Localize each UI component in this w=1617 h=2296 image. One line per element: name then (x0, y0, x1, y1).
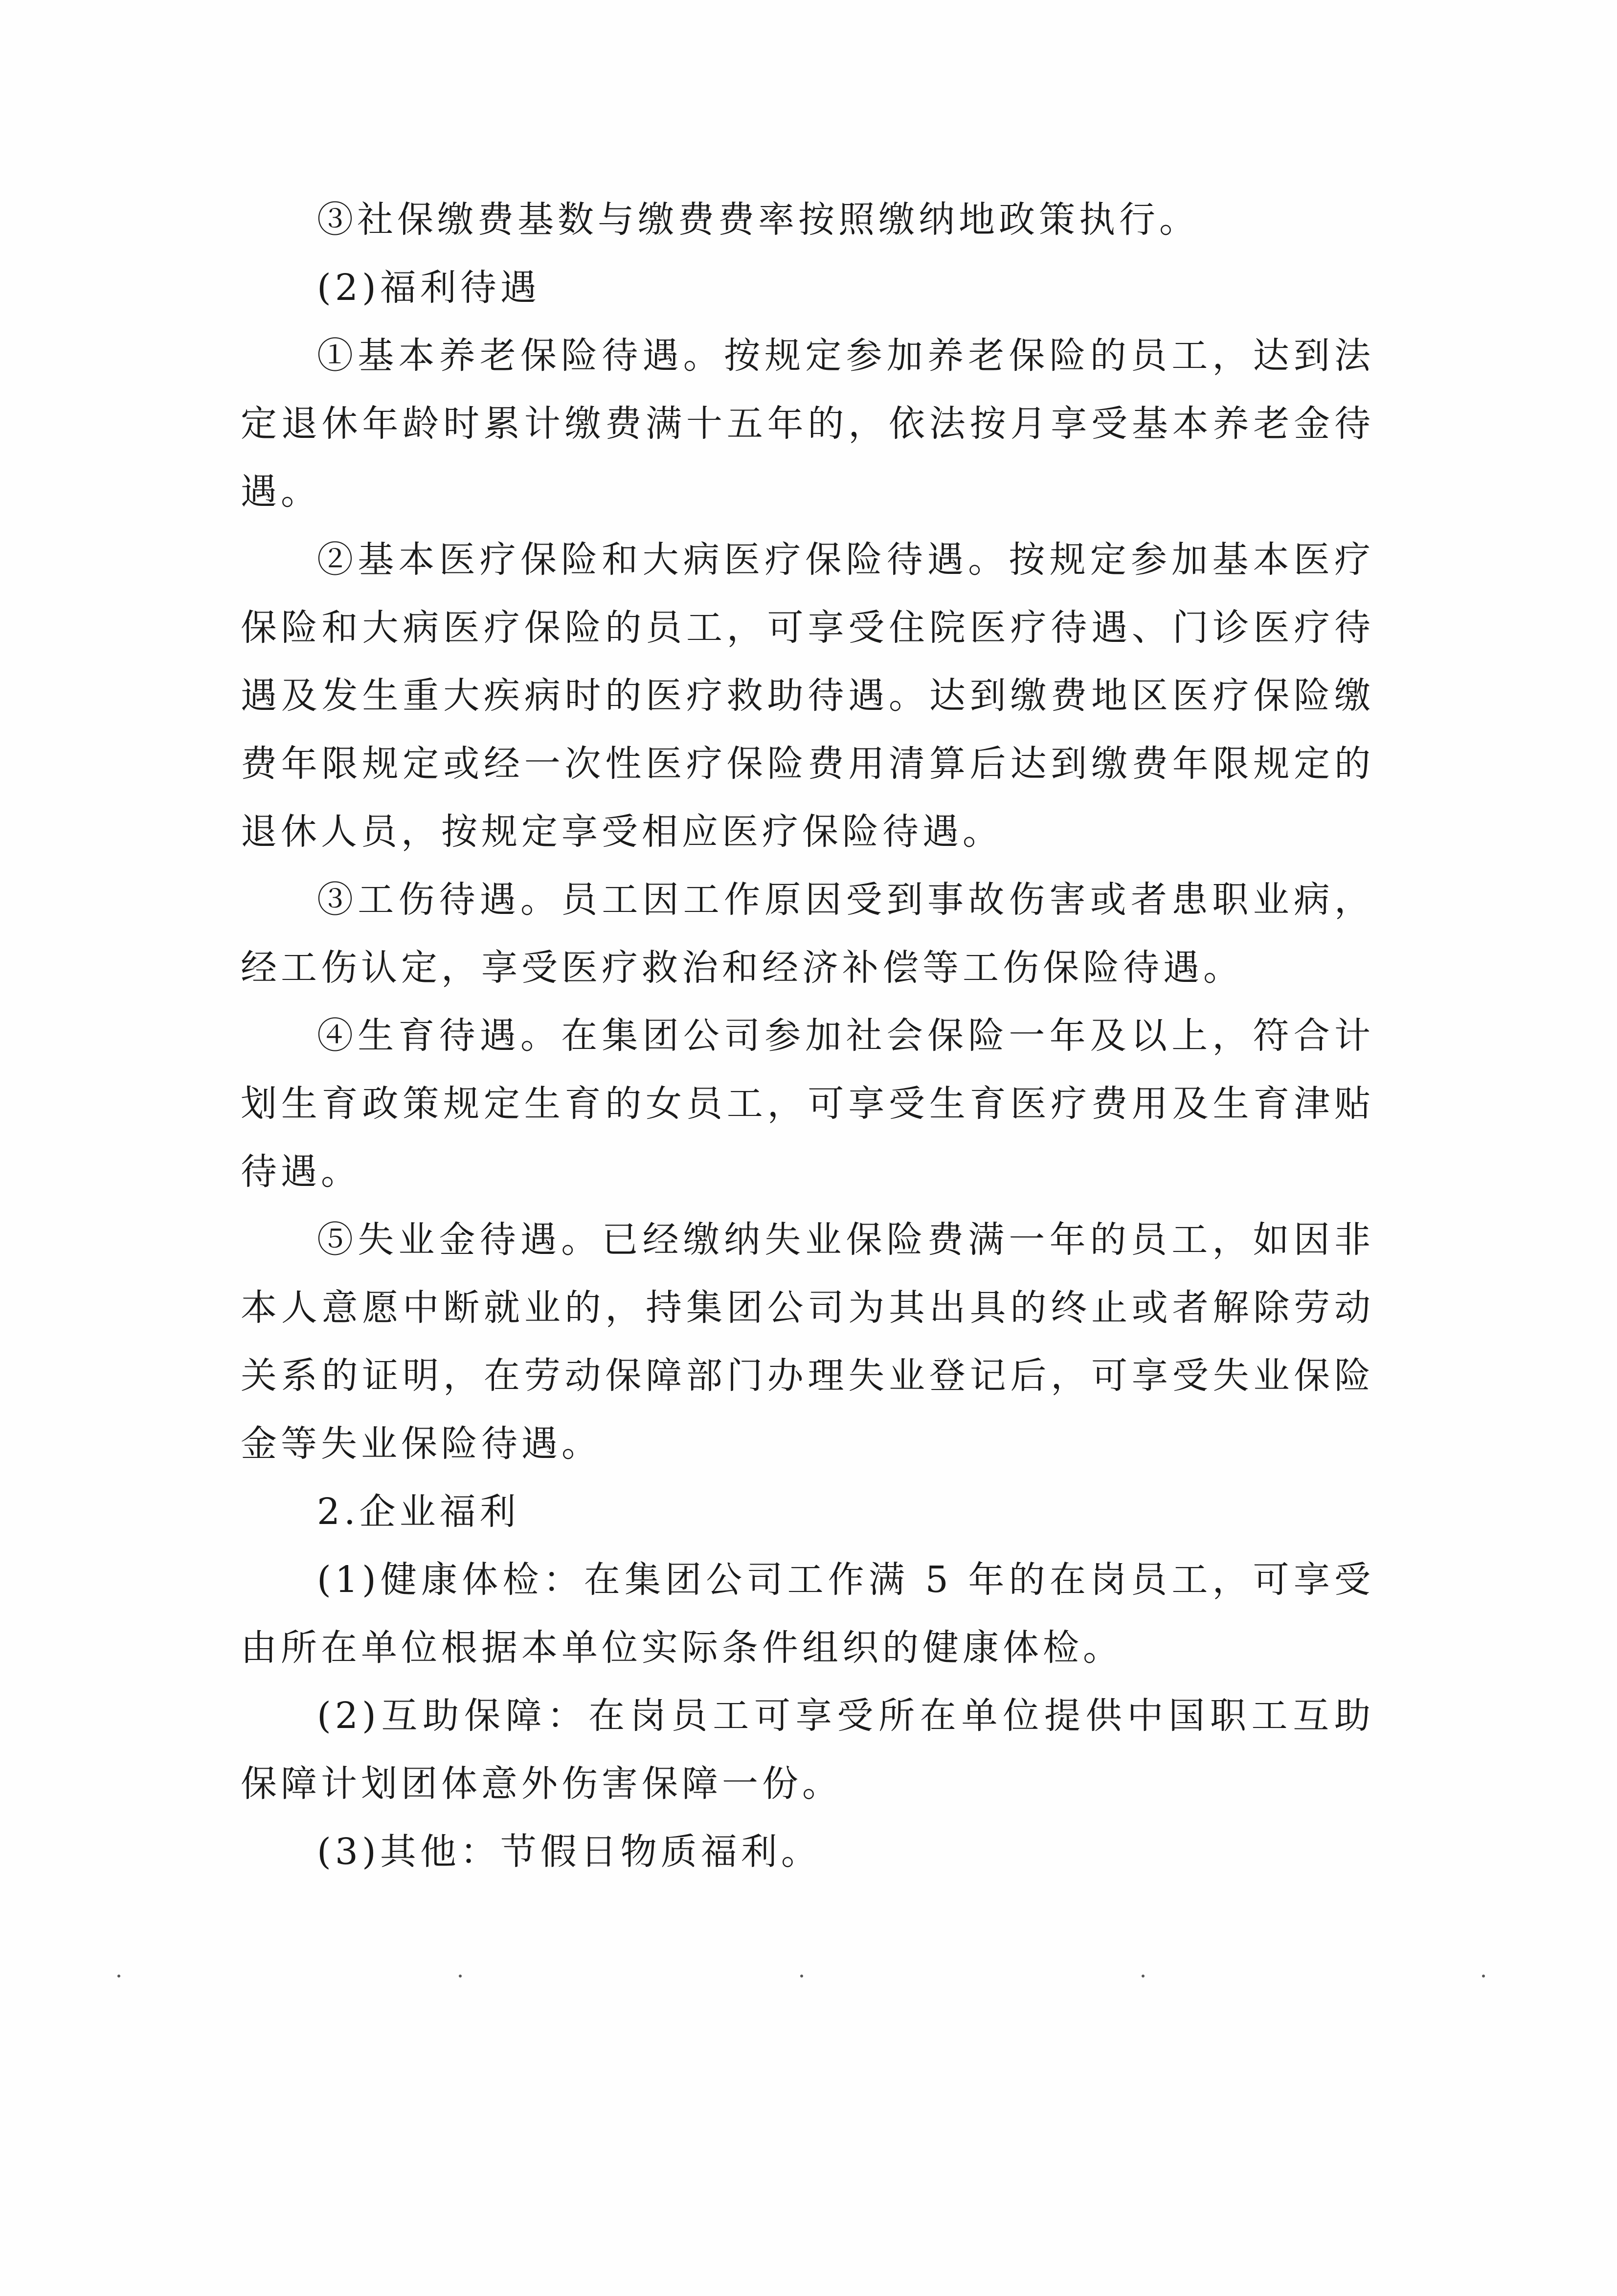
paragraph-medical: ②基本医疗保险和大病医疗保险待遇。按规定参加基本医疗保险和大病医疗保险的员工，可享受住院医疗待遇、门诊医疗待遇及发生重大疾病时的医疗救助待遇。达到缴费地区医疗保险缴费年限规定或经一次性医疗保险费用清算后达到缴费年限规定的退休人员，按规定享受相应医疗保险待遇。 (241, 539, 1374, 853)
paragraph-mutual-aid: (2)互助保障：在岗员工可享受所在单位提供中国职工互助保障计划团体意外伤害保障一份。 (241, 1695, 1374, 1805)
paragraph-unemployment: ⑤失业金待遇。已经缴纳失业保险费满一年的员工，如因非本人意愿中断就业的，持集团公司为其出具的终止或者解除劳动关系的证明，在劳动保障部门办理失业登记后，可享受失业保险金等失业保险待遇。 (241, 1219, 1374, 1465)
paragraph-other: (3)其他：节假日物质福利。 (317, 1831, 821, 1873)
scan-dot (1142, 1975, 1145, 1978)
scan-dot (1482, 1975, 1485, 1978)
paragraph-pension: ①基本养老保险待遇。按规定参加养老保险的员工，达到法定退休年龄时累计缴费满十五年的，依法按月享受基本养老金待遇。 (241, 335, 1374, 513)
paragraph-work-injury: ③工伤待遇。员工因工作原因受到事故伤害或者患职业病，经工伤认定，享受医疗救治和经济补偿等工伤保险待遇。 (241, 879, 1374, 989)
document-body (241, 186, 1374, 1886)
scan-dot (800, 1975, 803, 1978)
scan-dot (459, 1975, 462, 1978)
paragraph-maternity: ④生育待遇。在集团公司参加社会保险一年及以上，符合计划生育政策规定生育的女员工，可享受生育医疗费用及生育津贴待遇。 (241, 1015, 1374, 1193)
scan-dot (117, 1975, 120, 1978)
paragraph-health-checkup: (1)健康体检：在集团公司工作满 5 年的在岗员工，可享受由所在单位根据本单位实际条件组织的健康体检。 (241, 1559, 1374, 1669)
heading-enterprise-welfare: 2.企业福利 (317, 1491, 520, 1533)
heading-welfare-benefits: (2)福利待遇 (317, 267, 540, 309)
paragraph-contribution-base: ③社保缴费基数与缴费费率按照缴纳地政策执行。 (317, 199, 1199, 241)
